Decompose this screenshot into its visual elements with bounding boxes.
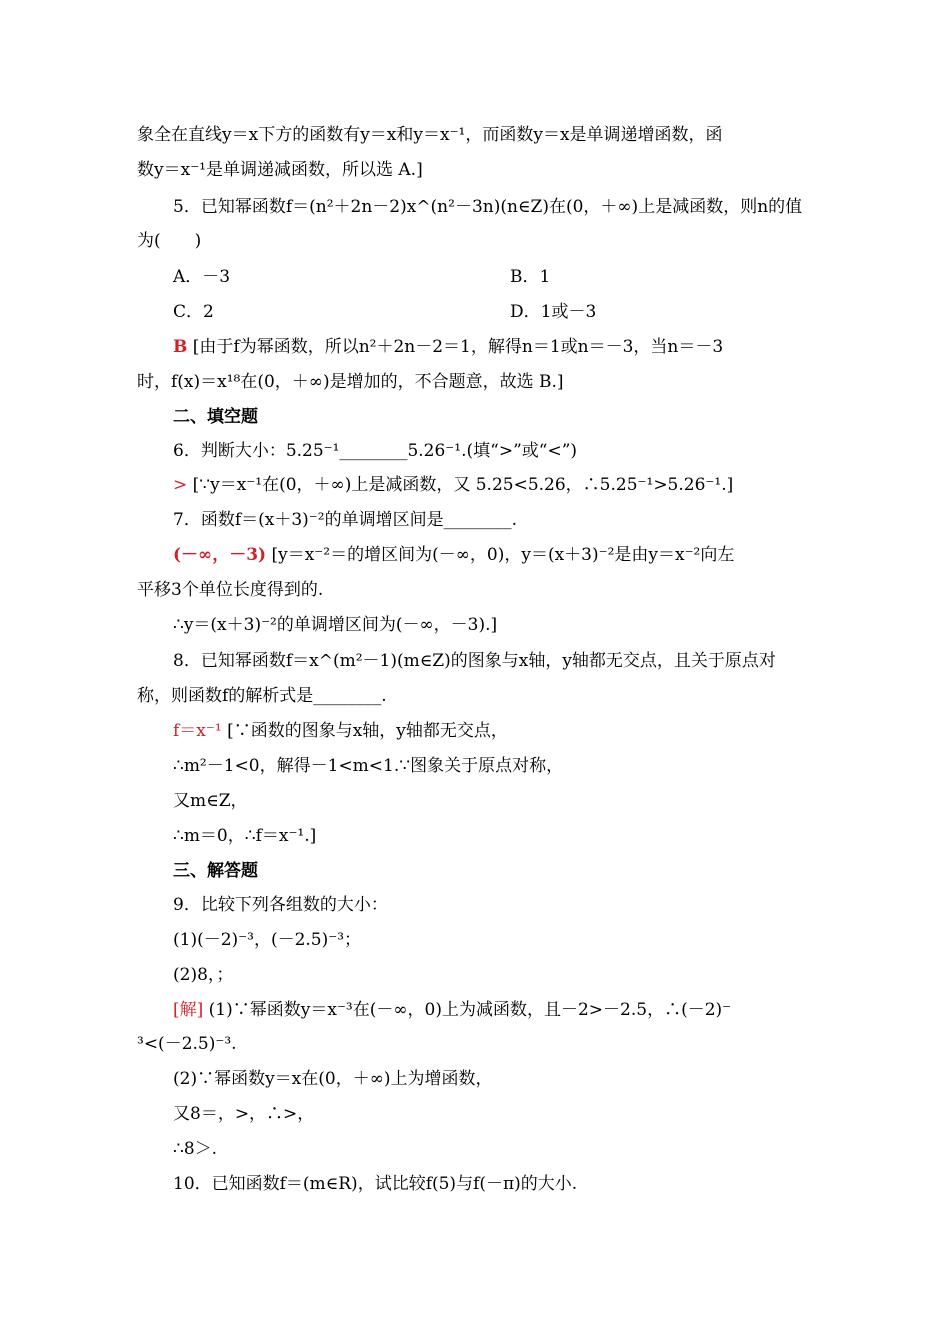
answer-6 — [173, 474, 733, 496]
answer-9-cont: ∴8＞. — [173, 1139, 218, 1159]
answer-8-cont: ∴m²－1<0，解得－1<m<1.∵图象关于原点对称， — [173, 756, 564, 776]
answer-7-cont: ∴y＝(x＋3)⁻²的单调增区间为(－∞，－3).] — [173, 615, 498, 635]
answer-5 — [173, 336, 723, 358]
option-c: C．2 — [173, 302, 214, 322]
answer-text: [由于f为幂函数，所以n²＋2n－2＝1，解得n＝1或n＝－3，当n＝－3 — [192, 337, 724, 357]
question-7: 7．函数f＝(x＋3)⁻²的单调增区间是________. — [173, 510, 517, 530]
answer-9 — [173, 999, 731, 1021]
answer-text: [∵y＝x⁻¹在(0，＋∞)上是减函数，又 5.25<5.26，∴5.25⁻¹>5.26⁻¹.] — [192, 475, 734, 495]
question-8: 8．已知幂函数f＝x^(m²－1)(m∈Z)的图象与x轴，y轴都无交点，且关于原点对 — [173, 651, 776, 671]
question-9: 9．比较下列各组数的大小： — [173, 895, 388, 915]
question-6: 6．判断大小：5.25⁻¹________5.26⁻¹.(填“>”或“<”) — [173, 441, 578, 461]
section-heading: 三、解答题 — [173, 861, 258, 881]
answer-text: [y＝x⁻²＝的增区间为(－∞，0)，y＝(x＋3)⁻²是由y＝x⁻²向左 — [271, 545, 735, 565]
answer-7-cont: 平移3个单位长度得到的. — [137, 580, 324, 600]
answer-label: (－∞，－3) — [173, 545, 267, 565]
answer-9-cont: 又8＝，>，∴>， — [173, 1104, 315, 1124]
answer-text: [∵函数的图象与x轴，y轴都无交点， — [227, 721, 508, 741]
section-heading: 二、填空题 — [173, 407, 258, 427]
answer-text: (1)∵幂函数y＝x⁻³在(－∞，0)上为减函数，且－2>－2.5，∴(－2)⁻ — [208, 1000, 732, 1020]
answer-label: [解] — [173, 1000, 204, 1020]
question-5: 5．已知幂函数f＝(n²＋2n－2)x^(n²－3n)(n∈Z)在(0，＋∞)上是减函数，则n的值 — [173, 197, 803, 217]
answer-label: > — [173, 475, 188, 495]
answer-label: B — [173, 337, 188, 357]
option-a: A．－3 — [173, 267, 231, 287]
answer-8 — [173, 720, 508, 742]
question-9-part-1: (1)(－2)⁻³，(－2.5)⁻³； — [173, 930, 362, 950]
answer-label: f＝x⁻¹ — [173, 721, 222, 741]
text-line: 数y＝x⁻¹是单调递减函数，所以选 A.] — [137, 160, 423, 180]
question-8-cont: 称，则函数f的解析式是________. — [137, 686, 387, 706]
question-9-part-2: (2)8，； — [173, 965, 234, 985]
answer-8-cont: 又m∈Z， — [173, 791, 248, 811]
question-10: 10．已知函数f＝(m∈R)，试比较f(5)与f(－π)的大小. — [173, 1174, 578, 1194]
answer-9-cont: (2)∵幂函数y＝x在(0，＋∞)上为增函数， — [173, 1069, 493, 1089]
answer-9-cont: ³<(－2.5)⁻³. — [137, 1034, 237, 1054]
answer-7 — [173, 544, 734, 566]
question-5-cont: 为( ) — [137, 231, 202, 251]
answer-8-cont: ∴m＝0，∴f＝x⁻¹.] — [173, 826, 317, 846]
option-b: B．1 — [510, 267, 551, 287]
option-d: D．1或－3 — [510, 302, 597, 322]
answer-5-cont: 时，f(x)＝x¹⁸在(0，＋∞)是增加的，不合题意，故选 B.] — [137, 372, 564, 392]
text-line: 象全在直线y＝x下方的函数有y＝x和y＝x⁻¹，而函数y＝x是单调递增函数，函 — [137, 125, 723, 145]
